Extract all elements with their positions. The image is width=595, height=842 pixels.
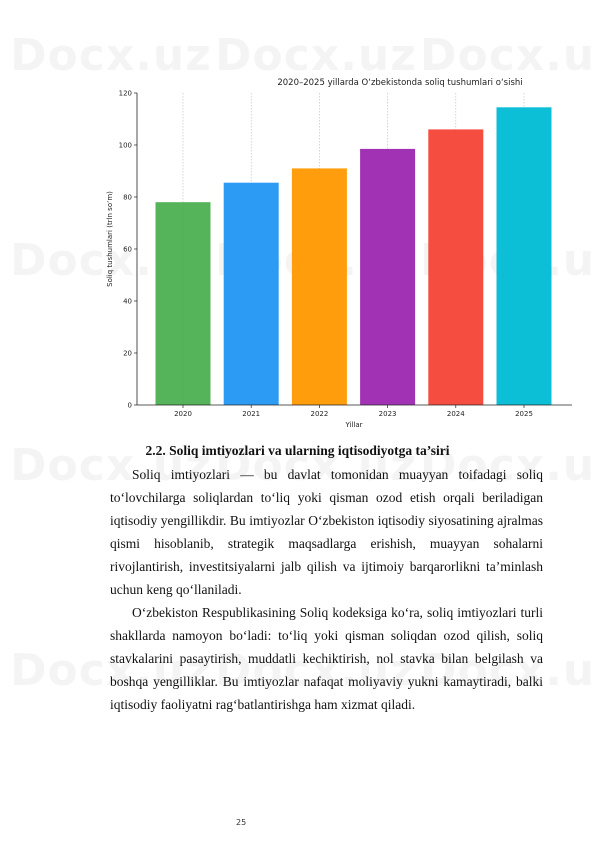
paragraph-1: Soliq imtiyozlari — bu davlat tomonidan muayyan toifadagi soliq to‘lovchilarga soliqlardan to‘liq yoki qisman ozod etish orqali beriladigan iqtisodiy yengillikdir. Bu imtiyozlar O‘zbekiston iqtisodiy siyosatining ajralmas qismi hisoblanib, strategik maqsadlarga erishish, muayyan sohalarni rivojlantirish, investitsiyalarni jalb qilish va ijtimoiy barqarorlikni ta’minlash uchun keng qo‘llaniladi. (110, 467, 543, 597)
bar-2024 (428, 129, 483, 405)
y-axis-label: Soliq tushumlari (trln so‘m) (106, 191, 114, 287)
y-axis-ticks (119, 90, 137, 410)
bar-2022 (292, 168, 347, 405)
y-tick-label-100: 100 (118, 141, 132, 150)
y-tick-label-20: 20 (123, 349, 132, 358)
x-tick-label-2024: 2024 (446, 410, 465, 418)
y-tick-label-60: 60 (123, 245, 132, 254)
bar-2021 (224, 183, 279, 405)
x-tick-label-2021: 2021 (242, 410, 261, 418)
y-tick-label-0: 0 (127, 401, 132, 410)
chart-bars (156, 107, 552, 405)
page-number: 25 (236, 818, 247, 827)
x-tick-label-2020: 2020 (174, 410, 192, 418)
y-tick-label-120: 120 (118, 89, 132, 98)
y-tick-label-80: 80 (123, 193, 132, 202)
bar-2023 (360, 149, 415, 405)
x-axis-label: Yillar (345, 421, 363, 429)
y-tick-label-40: 40 (123, 297, 132, 306)
x-tick-label-2023: 2023 (378, 410, 397, 418)
x-axis-ticks (174, 405, 533, 418)
chart-title: 2020–2025 yillarda O‘zbekistonda soliq tushumlari o‘sishi (277, 78, 523, 88)
bar-2020 (156, 202, 211, 405)
x-tick-label-2025: 2025 (515, 410, 533, 418)
paragraph-2: O‘zbekiston Respublikasining Soliq kodeksiga ko‘ra, soliq imtiyozlari turli shakllarda namoyon bo‘ladi: to‘liq yoki qisman soliqdan ozod qilish, soliq stavkalarini pasaytirish, muddatli kechiktirish, nol stavka bilan belgilash va boshqa yengilliklar. Bu imtiyozlar nafaqat moliyaviy yukni kamaytiradi, balki iqtisodiy faoliyatni rag‘batlantirishga ham xizmat qiladi. (110, 605, 543, 712)
section-title: 2.2. Soliq imtiyozlari va ularning iqtisodiyotga ta’siri (145, 443, 450, 458)
tax-revenue-bar-chart (100, 70, 580, 435)
bar-2025 (497, 107, 552, 405)
x-tick-label-2022: 2022 (310, 410, 329, 418)
